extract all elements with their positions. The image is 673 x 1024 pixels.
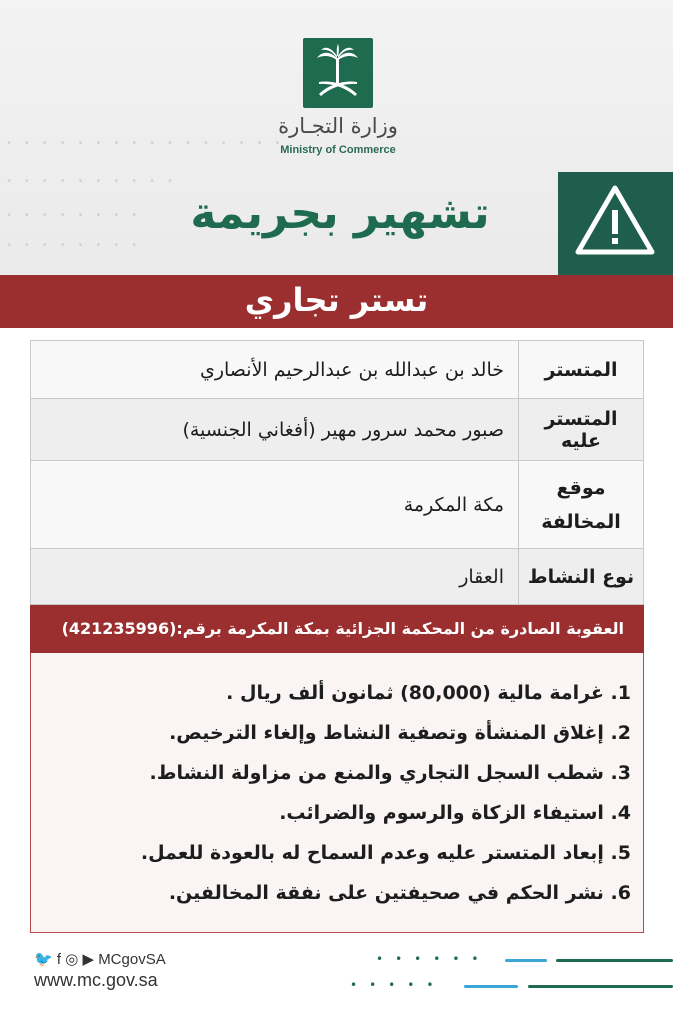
- decorative-dots: ••••••••: [6, 210, 150, 221]
- decorative-dots: •••••: [350, 978, 446, 992]
- decorative-line: [556, 959, 673, 962]
- warning-panel: [558, 172, 673, 275]
- youtube-icon[interactable]: ▶: [82, 951, 95, 968]
- social-links: [34, 950, 166, 968]
- row-label: المتستر عليه: [519, 399, 644, 461]
- row-value: العقار: [31, 549, 519, 605]
- list-item: 4. استيفاء الزكاة والرسوم والضرائب.: [279, 802, 631, 824]
- facebook-icon[interactable]: f: [56, 951, 62, 968]
- social-handle: MCgovSA: [98, 951, 166, 968]
- decorative-line: [528, 985, 673, 988]
- decorative-dots: ••••••: [376, 952, 491, 966]
- table-row: [31, 341, 644, 399]
- warning-icon: [558, 172, 673, 275]
- details-table: [30, 340, 644, 605]
- table-row: [31, 461, 644, 549]
- ministry-name-english: Ministry of Commerce: [280, 144, 396, 156]
- ministry-name-arabic: وزارة التجـارة: [278, 114, 398, 138]
- list-item: 1. غرامة مالية (80,000) ثمانون ألف ريال .: [226, 682, 631, 704]
- decorative-dots: ••••••••••: [6, 176, 185, 187]
- row-value: مكة المكرمة: [31, 461, 519, 549]
- decorative-line: [505, 959, 547, 962]
- palm-swords-icon: [303, 38, 373, 108]
- list-item: 6. نشر الحكم في صحيفتين على نفقة المخالفين.: [168, 882, 631, 904]
- subtitle-banner: تستر تجاري: [0, 275, 673, 328]
- row-value: خالد بن عبدالله بن عبدالرحيم الأنصاري: [31, 341, 519, 399]
- list-item: 2. إغلاق المنشأة وتصفية النشاط وإلغاء الترخيص.: [169, 722, 631, 744]
- penalty-heading: العقوبة الصادرة من المحكمة الجزائية بمكة المكرمة برقم:(421235996): [30, 605, 644, 653]
- decorative-dots: ••••••••: [6, 240, 150, 251]
- page-title: تشهير بجريمة: [190, 188, 490, 239]
- decorative-dots: ••••••••••••••••: [6, 138, 293, 149]
- row-label: نوع النشاط: [519, 549, 644, 605]
- penalty-list: [30, 653, 644, 933]
- twitter-icon[interactable]: 🐦: [34, 951, 53, 968]
- row-label: المتستر: [519, 341, 644, 399]
- list-item: 3. شطب السجل التجاري والمنع من مزاولة النشاط.: [149, 762, 631, 784]
- website-url[interactable]: www.mc.gov.sa: [34, 970, 158, 990]
- row-value: صبور محمد سرور مهير (أفغاني الجنسية): [31, 399, 519, 461]
- row-label: موقع المخالفة: [519, 461, 644, 549]
- instagram-icon[interactable]: ◎: [65, 951, 79, 968]
- table-row: [31, 549, 644, 605]
- ministry-logo: [303, 38, 373, 108]
- decorative-line: [464, 985, 518, 988]
- list-item: 5. إبعاد المتستر عليه وعدم السماح له بالعودة للعمل.: [140, 842, 631, 864]
- table-row: [31, 399, 644, 461]
